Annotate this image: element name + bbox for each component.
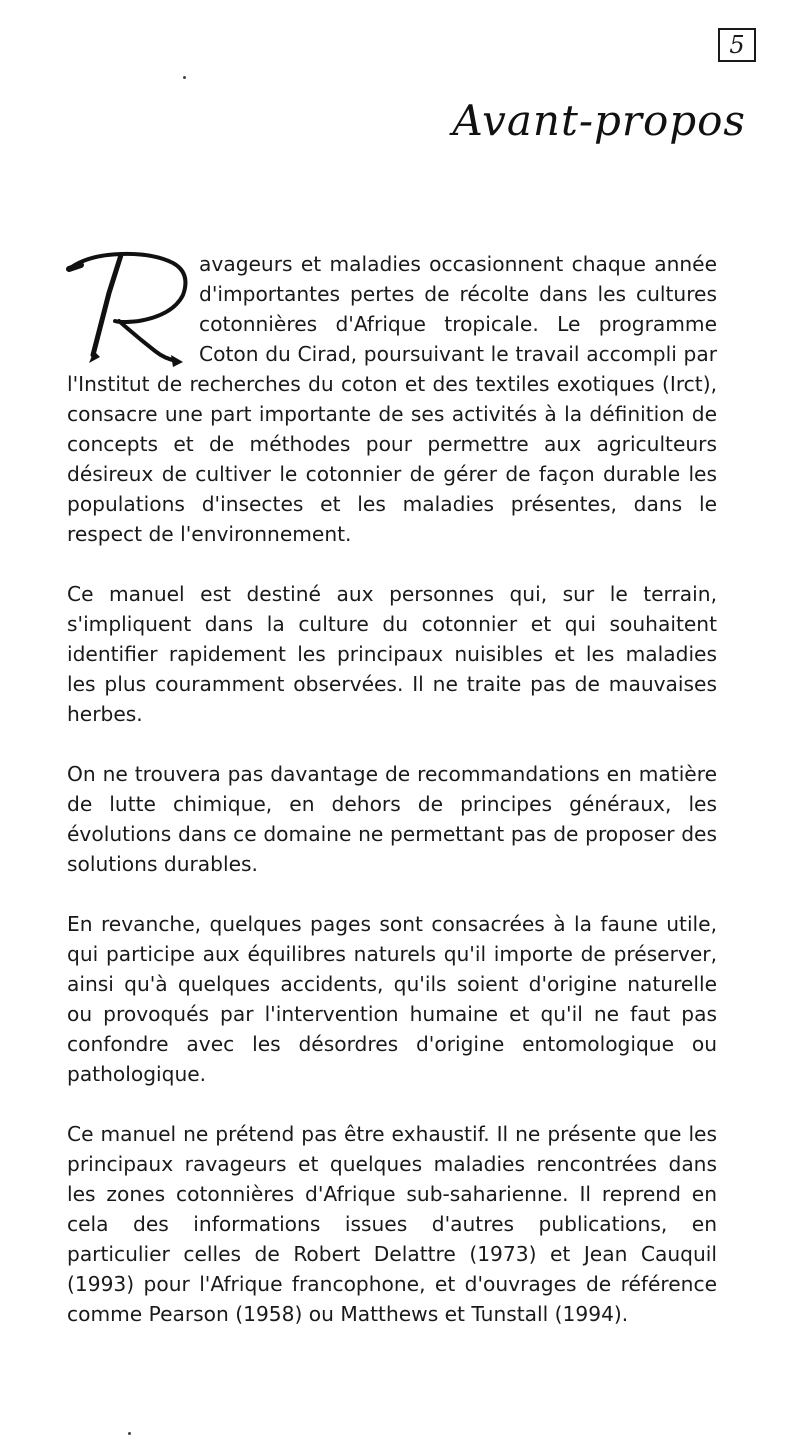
intro-paragraph xyxy=(67,249,717,549)
paragraph-3: On ne trouvera pas davantage de recommandations en matière de lutte chimique, en dehors de principes généraux, les évolutions dans ce domaine ne permettant pas de proposer des solutions durables. xyxy=(67,762,717,876)
drop-cap xyxy=(63,251,189,369)
drop-cap-letter-glyph xyxy=(63,251,189,369)
print-speck xyxy=(128,1432,131,1435)
page-title: Avant-propos xyxy=(452,96,746,145)
paragraph-2: Ce manuel est destiné aux personnes qui, sur le terrain, s'impliquent dans la culture du cotonnier et qui souhaitent identifier rapidement les principaux nuisibles et les maladies les plus couramment observées. Il ne traite pas de mauvaises herbes. xyxy=(67,582,717,726)
page-number: 5 xyxy=(718,28,756,62)
paragraph-5: Ce manuel ne prétend pas être exhaustif. Il ne présente que les principaux ravageurs et quelques maladies rencontrées dans les zones cotonnières d'Afrique sub-saharienne. Il reprend en cela des informations issues d'autres publications, en particulier celles de Robert Delattre (1973) et Jean Cauquil (1993) pour l'Afrique francophone, et d'ouvrages de référence comme Pearson (1958) ou Matthews et Tunstall (1994). xyxy=(67,1122,717,1326)
body-text xyxy=(67,249,717,1359)
intro-text: avageurs et maladies occasionnent chaque année d'importantes pertes de récolte dans les cultures cotonnières d'Afrique tropicale. Le programme Coton du Cirad, poursuivant le travail accompli par l'Institut de recherches du coton et des textiles exotiques (Irct), consacre une part importante de ses activités à la définition de concepts et de méthodes pour permettre aux agriculteurs désireux de cultiver le cotonnier de gérer de façon durable les populations d'insectes et les maladies présentes, dans le respect de l'environnement. xyxy=(67,252,717,546)
print-speck xyxy=(183,76,186,79)
paragraph-4: En revanche, quelques pages sont consacrées à la faune utile, qui participe aux équilibres naturels qu'il importe de préserver, ainsi qu'à quelques accidents, qu'ils soient d'origine naturelle ou provoqués par l'intervention humaine et qu'il ne faut pas confondre avec les désordres d'origine entomologique ou pathologique. xyxy=(67,912,717,1086)
